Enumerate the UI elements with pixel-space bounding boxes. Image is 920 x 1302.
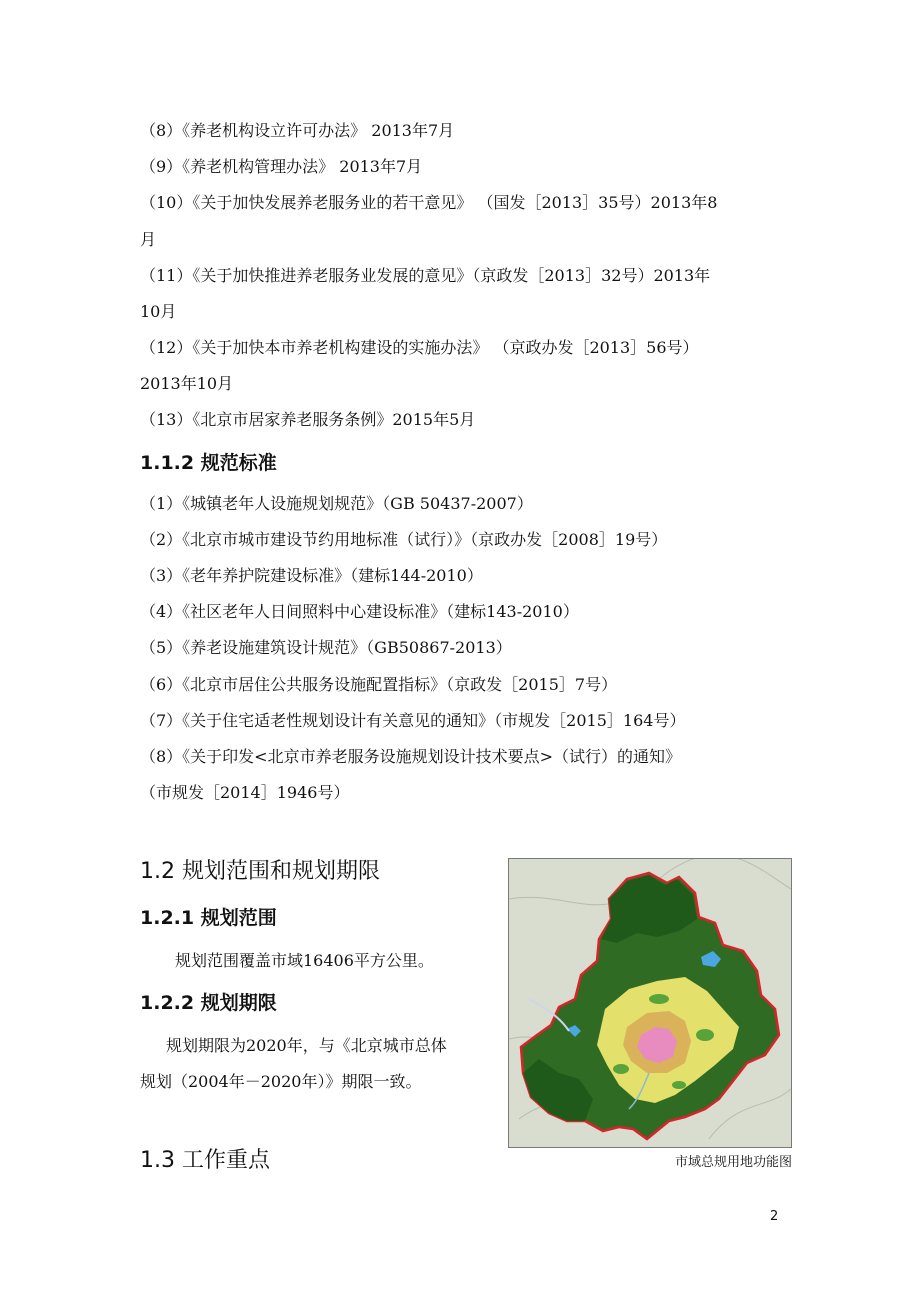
reference-item-12-wrap: 2013年10月 (140, 374, 234, 393)
page-number: 2 (770, 1209, 779, 1224)
standard-item-7: （7）《关于住宅适老性规划设计有关意见的通知》（市规发［2015］164号） (140, 711, 686, 730)
beijing-land-use-map (509, 859, 791, 1147)
standard-item-6: （6）《北京市居住公共服务设施配置指标》（京政发［2015］7号） (140, 675, 618, 694)
reference-item-11-wrap: 10月 (140, 302, 177, 321)
section-heading-1-2-2: 1.2.2 规划期限 (140, 992, 277, 1014)
period-paragraph-line-2: 规划（2004年－2020年）》期限一致。 (140, 1072, 422, 1091)
reference-item-12: （12）《关于加快本市养老机构建设的实施办法》 （京政办发［2013］56号） (140, 338, 699, 357)
standard-item-5: （5）《养老设施建筑设计规范》（GB50867-2013） (140, 638, 512, 657)
scope-paragraph: 规划范围覆盖市域16406平方公里。 (175, 951, 434, 970)
standard-item-2: （2）《北京市城市建设节约用地标准（试行）》（京政办发［2008］19号） (140, 530, 668, 549)
reference-item-10-wrap: 月 (140, 230, 157, 249)
reference-item-13: （13）《北京市居家养老服务条例》2015年5月 (140, 410, 476, 429)
section-heading-1-1-2: 1.1.2 规范标准 (140, 452, 277, 474)
reference-item-10: （10）《关于加快发展养老服务业的若干意见》 （国发［2013］35号）2013年8 (140, 193, 718, 212)
reference-item-9: （9）《养老机构管理办法》 2013年7月 (140, 157, 423, 176)
reference-item-11: （11）《关于加快推进养老服务业发展的意见》（京政发［2013］32号）2013年 (140, 266, 711, 285)
period-paragraph-line-1: 规划期限为2020年，与《北京城市总体 (166, 1036, 447, 1055)
standard-item-8-wrap: （市规发［2014］1946号） (140, 783, 350, 802)
section-heading-1-2: 1.2 规划范围和规划期限 (140, 859, 380, 884)
section-heading-1-3: 1.3 工作重点 (140, 1148, 270, 1173)
section-heading-1-2-1: 1.2.1 规划范围 (140, 907, 277, 929)
standard-item-8: （8）《关于印发<北京市养老服务设施规划设计技术要点>（试行）的通知》 (140, 747, 681, 766)
land-use-map-figure (508, 858, 792, 1148)
reference-item-8: （8）《养老机构设立许可办法》 2013年7月 (140, 121, 455, 140)
standard-item-3: （3）《老年养护院建设标准》（建标144-2010） (140, 566, 483, 585)
standard-item-4: （4）《社区老年人日间照料中心建设标准》（建标143-2010） (140, 602, 579, 621)
standard-item-1: （1）《城镇老年人设施规划规范》（GB 50437-2007） (140, 494, 533, 513)
map-caption: 市域总规用地功能图 (674, 1155, 792, 1170)
